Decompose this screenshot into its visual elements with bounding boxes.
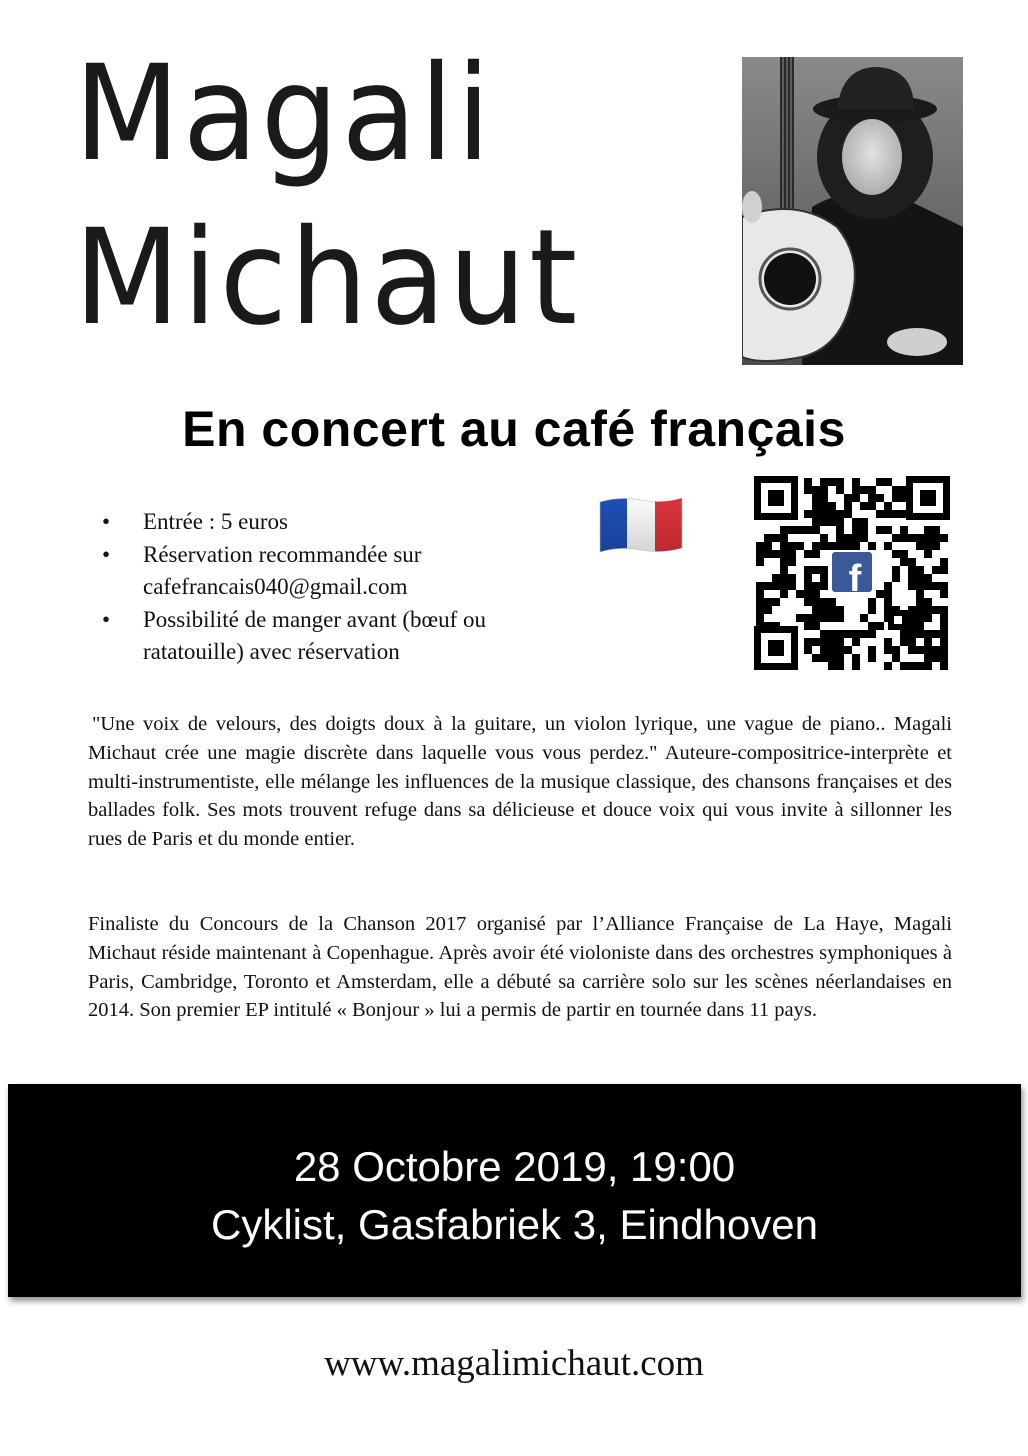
website-link[interactable]: www.magalimichaut.com (324, 1343, 704, 1384)
bullet-icon: • (102, 606, 111, 632)
facebook-logo-letter: f (848, 558, 862, 600)
artist-photo (742, 57, 963, 365)
event-venue: Cyklist, Gasfabriek 3, Eindhoven (211, 1201, 818, 1248)
event-datetime: 28 Octobre 2019, 19:00 (293, 1143, 736, 1190)
list-item (98, 506, 578, 539)
list-item (98, 539, 578, 604)
bullet-icon: • (102, 541, 111, 567)
concert-headline: En concert au café français (182, 401, 846, 457)
event-banner (8, 1084, 1021, 1297)
artist-last-name: Michaut (74, 201, 581, 355)
bio-paragraph-quote: "Une voix de velours, des doigts doux à la guitare, un violon lyrique, une vague de piano.. Magali Michaut crée une magie discrète dans laquelle vous vous perdez." Auteure-compositrice-interprète et multi-instrumentiste, elle mélange les influences de la musique classique, des chansons françaises et des ballades folk. Ses mots trouvent refuge dans sa délicieuse et douce voix qui vous invite à sillonner les rues de Paris et du monde entier. (88, 713, 952, 851)
list-item (98, 604, 578, 669)
entry-price: Entrée : 5 euros (143, 509, 288, 534)
bullet-icon: • (102, 509, 111, 534)
dinner-info: Possibilité de manger avant (bœuf ou ratatouille) avec réservation (143, 606, 487, 664)
artist-with-guitar-photo-icon (742, 57, 963, 365)
reservation-info: Réservation recommandée sur cafefrancais040@gmail.com (143, 541, 422, 599)
facebook-qr-code[interactable] (752, 474, 952, 672)
artist-first-name: Magali (74, 37, 494, 191)
french-flag-icon (598, 494, 684, 556)
event-details-list (98, 506, 578, 669)
bio-paragraph-career: Finaliste du Concours de la Chanson 2017 organisé par l’Alliance Française de La Haye, Magali Michaut réside maintenant à Copenhague. Après avoir été violoniste dans des orchestres symphoniques à Paris, Cambridge, Toronto et Amsterdam, elle a débuté sa carrière solo sur les scènes néerlandaises en 2014. Son premier EP intitulé « Bonjour » lui a permis de partir en tournée dans 11 pays. (88, 913, 952, 1022)
